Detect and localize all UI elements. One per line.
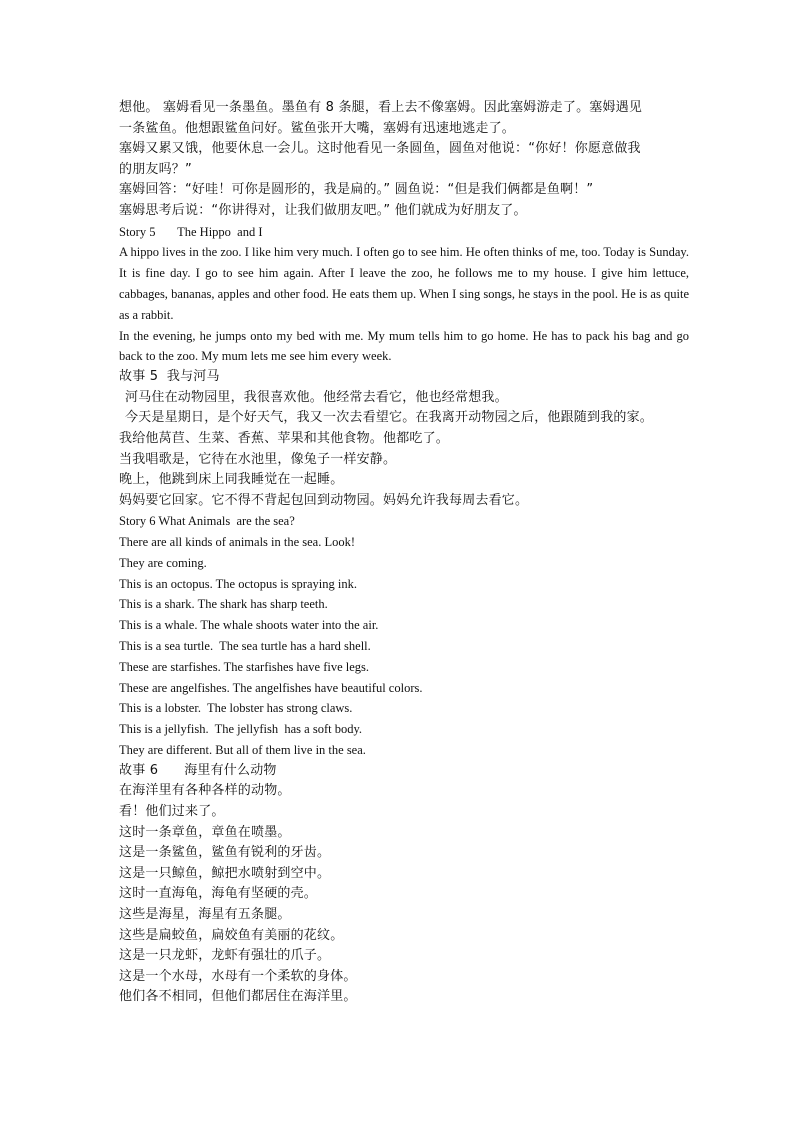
story6-title: Story 6 What Animals are the sea? — [119, 514, 295, 529]
story6-zh-line: 这时一条章鱼，章鱼在喷墨。 — [119, 824, 291, 840]
story6-line: This is an octopus. The octopus is spraying ink. — [119, 576, 357, 591]
story6-zh-section — [119, 761, 689, 1008]
story6-zh-line: 这是一条鲨鱼，鲨鱼有锐利的牙齿。 — [119, 845, 331, 861]
story6-zh-line: 看！他们过来了。 — [119, 804, 225, 820]
story5-section — [119, 222, 689, 368]
story6-line: There are all kinds of animals in the sea. Look! — [119, 535, 356, 550]
story6-line: These are starfishes. The starfishes have five legs. — [119, 659, 370, 674]
story6-line: This is a lobster. The lobster has strong claws. — [119, 701, 353, 716]
story4-zh-line: 的朋友吗？” — [119, 161, 192, 177]
story6-line: This is a shark. The shark has sharp teeth. — [119, 597, 328, 612]
story5-title: Story 5 The Hippo and I — [119, 224, 263, 239]
story5-zh-line: 妈妈要它回家。它不得不背起包回到动物园。妈妈允许我每周去看它。 — [119, 492, 529, 508]
story5-zh-line: 晚上，他跳到床上同我睡觉在一起睡。 — [119, 472, 344, 488]
story4-zh-line: 塞姆回答：“好哇！可你是圆形的，我是扁的。” 圆鱼说：“但是我们俩都是鱼啊！” — [119, 182, 594, 198]
story6-zh-title: 故事 6 海里有什么动物 — [119, 762, 277, 778]
story6-line: This is a jellyfish. The jellyfish has a soft body. — [119, 722, 363, 737]
story5-zh-line: 河马住在动物园里，我很喜欢他。他经常去看它，他也经常想我。 — [125, 389, 508, 405]
story5-paragraph: In the evening, he jumps onto my bed with me. My mum tells him to go home. He has to pack his bag and go back to the zoo. My mum lets me see him every week. — [119, 328, 689, 364]
story6-zh-line: 这些是海星，海星有五条腿。 — [119, 907, 291, 923]
document-page — [119, 98, 689, 1008]
story6-zh-line: 这是一只龙虾，龙虾有强壮的爪子。 — [119, 948, 331, 964]
story4-zh-line: 塞姆思考后说：“你讲得对，让我们做朋友吧。” 他们就成为好朋友了。 — [119, 202, 527, 218]
story6-zh-line: 这是一个水母，水母有一个柔软的身体。 — [119, 968, 357, 984]
story6-line: These are angelfishes. The angelfishes have beautiful colors. — [119, 680, 423, 695]
story6-zh-line: 这些是扁蛟鱼，扁姣鱼有美丽的花纹。 — [119, 927, 344, 943]
story5-zh-title: 故事 5 我与河马 — [119, 369, 220, 385]
story6-zh-line: 在海洋里有各种各样的动物。 — [119, 783, 291, 799]
story6-line: This is a whale. The whale shoots water into the air. — [119, 618, 379, 633]
story6-zh-line: 他们各不相同，但他们都居住在海洋里。 — [119, 989, 357, 1005]
story6-zh-line: 这时一直海龟，海龟有坚硬的壳。 — [119, 886, 318, 902]
story4-zh-line: 想他。 塞姆看见一条墨鱼。墨鱼有 8 条腿，看上去不像塞姆。因此塞姆游走了。塞姆遇见 — [119, 100, 643, 115]
story6-section — [119, 511, 689, 761]
story6-line: They are coming. — [119, 555, 207, 570]
story5-paragraph: A hippo lives in the zoo. I like him very much. I often go to see him. He often thinks of me, too. Today is Sunday. It is fine day. I go to see him again. After I leave the zoo, he follows me to my house. I give him lettuce, cabbages, bananas, apples and other food. He eats them up. When I sing songs, he stays in the pool. He is as quite as a rabbit. — [119, 245, 689, 322]
story5-zh-line: 当我唱歌是，它待在水池里，像兔子一样安静。 — [119, 451, 397, 467]
story5-zh-section — [119, 367, 689, 511]
story4-zh-line: 一条鲨鱼。他想跟鲨鱼问好。鲨鱼张开大嘴，塞姆有迅速地逃走了。 — [119, 120, 516, 136]
story4-zh-section — [119, 98, 689, 222]
story6-line: They are different. But all of them live in the sea. — [119, 743, 366, 758]
story5-zh-line: 我给他莴苣、生菜、香蕉、苹果和其他食物。他都吃了。 — [119, 430, 450, 446]
story6-line: This is a sea turtle. The sea turtle has a hard shell. — [119, 639, 371, 654]
story4-zh-line: 塞姆又累又饿，他要休息一会儿。这时他看见一条圆鱼，圆鱼对他说：“你好！你愿意做我 — [119, 141, 641, 157]
story6-zh-line: 这是一只鲸鱼，鲸把水喷射到空中。 — [119, 865, 331, 881]
story5-zh-line: 今天是星期日，是个好天气，我又一次去看望它。在我离开动物园之后，他跟随到我的家。 — [125, 410, 654, 426]
